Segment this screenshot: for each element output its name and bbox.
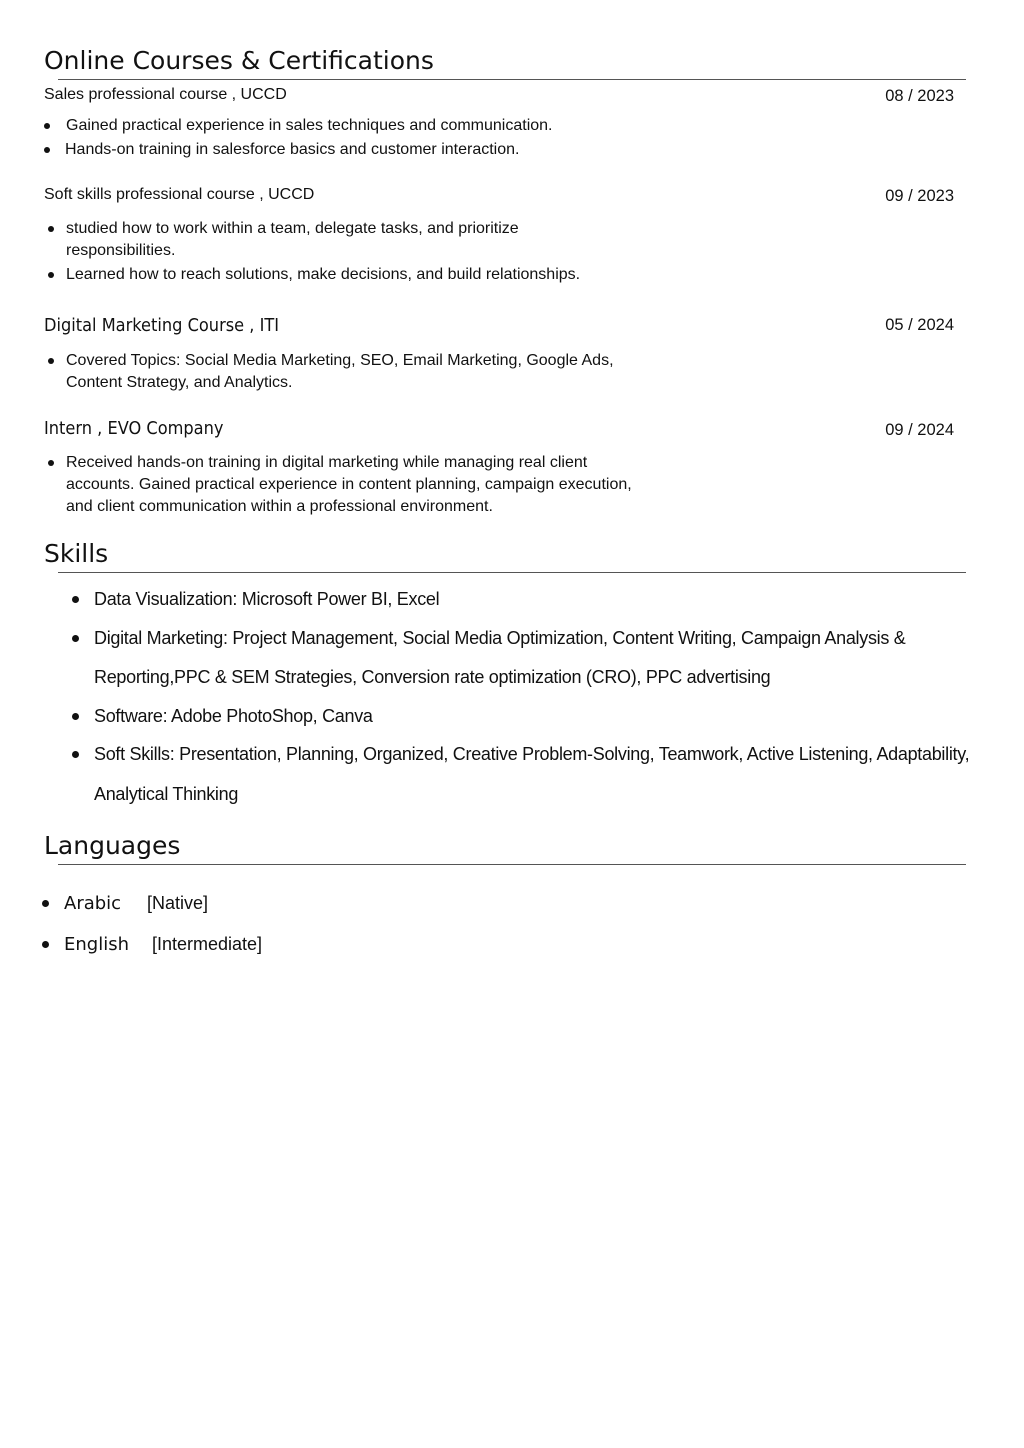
skill-item: Software: Adobe PhotoShop, Canva (72, 697, 972, 737)
section-skills-header (44, 539, 966, 573)
list-item: Covered Topics: Social Media Marketing, SEO, Email Marketing, Google Ads, Content Strategy, and Analytics. (44, 350, 644, 394)
list-item: Gained practical experience in sales techniques and communication. (44, 115, 664, 137)
experience-bullets (44, 452, 634, 520)
section-languages-header (44, 831, 966, 865)
experience-title: Intern , EVO Company (44, 418, 224, 439)
skills-list (72, 580, 972, 813)
course-date: 08 / 2023 (885, 87, 954, 105)
course-date: 05 / 2024 (885, 316, 954, 334)
course-title: Sales professional course , UCCD (44, 86, 287, 103)
list-item: Hands-on training in salesforce basics and customer interaction. (44, 139, 664, 161)
section-courses-header (44, 46, 966, 80)
section-title: Languages (44, 831, 181, 860)
section-divider (58, 864, 966, 865)
language-level: [Intermediate] (152, 934, 263, 954)
course-title: Digital Marketing Course , ITI (44, 315, 280, 336)
section-title: Online Courses & Certifications (44, 46, 434, 75)
language-item (42, 924, 442, 965)
skill-item: Digital Marketing: Project Management, Social Media Optimization, Content Writing, Campaign Analysis & Reporting,PPC & SEM Strategies, Conversion rate optimization (CRO), PPC advertising (72, 619, 972, 698)
course-date: 09 / 2023 (885, 187, 954, 205)
languages-list (42, 883, 442, 965)
language-name: Arabic (64, 893, 122, 914)
course-bullets (44, 218, 584, 288)
course-title: Soft skills professional course , UCCD (44, 186, 315, 203)
course-bullets (44, 115, 664, 163)
list-item: Learned how to reach solutions, make decisions, and build relationships. (44, 264, 584, 286)
course-bullets (44, 350, 644, 396)
list-item: studied how to work within a team, delegate tasks, and prioritize responsibilities. (44, 218, 584, 262)
language-name: English (64, 934, 129, 955)
section-divider (58, 79, 966, 80)
list-item: Received hands-on training in digital marketing while managing real client accounts. Gained practical experience in content planning, campaign execution, and client communication within a professional environment. (44, 452, 634, 518)
skill-item: Data Visualization: Microsoft Power BI, Excel (72, 580, 972, 620)
skill-item: Soft Skills: Presentation, Planning, Organized, Creative Problem-Solving, Teamwork, Active Listening, Adaptability, Analytical Thinking (72, 735, 972, 814)
section-divider (58, 572, 966, 573)
section-title: Skills (44, 539, 109, 568)
language-item (42, 883, 442, 924)
experience-date: 09 / 2024 (885, 421, 954, 439)
language-level: [Native] (147, 893, 209, 913)
